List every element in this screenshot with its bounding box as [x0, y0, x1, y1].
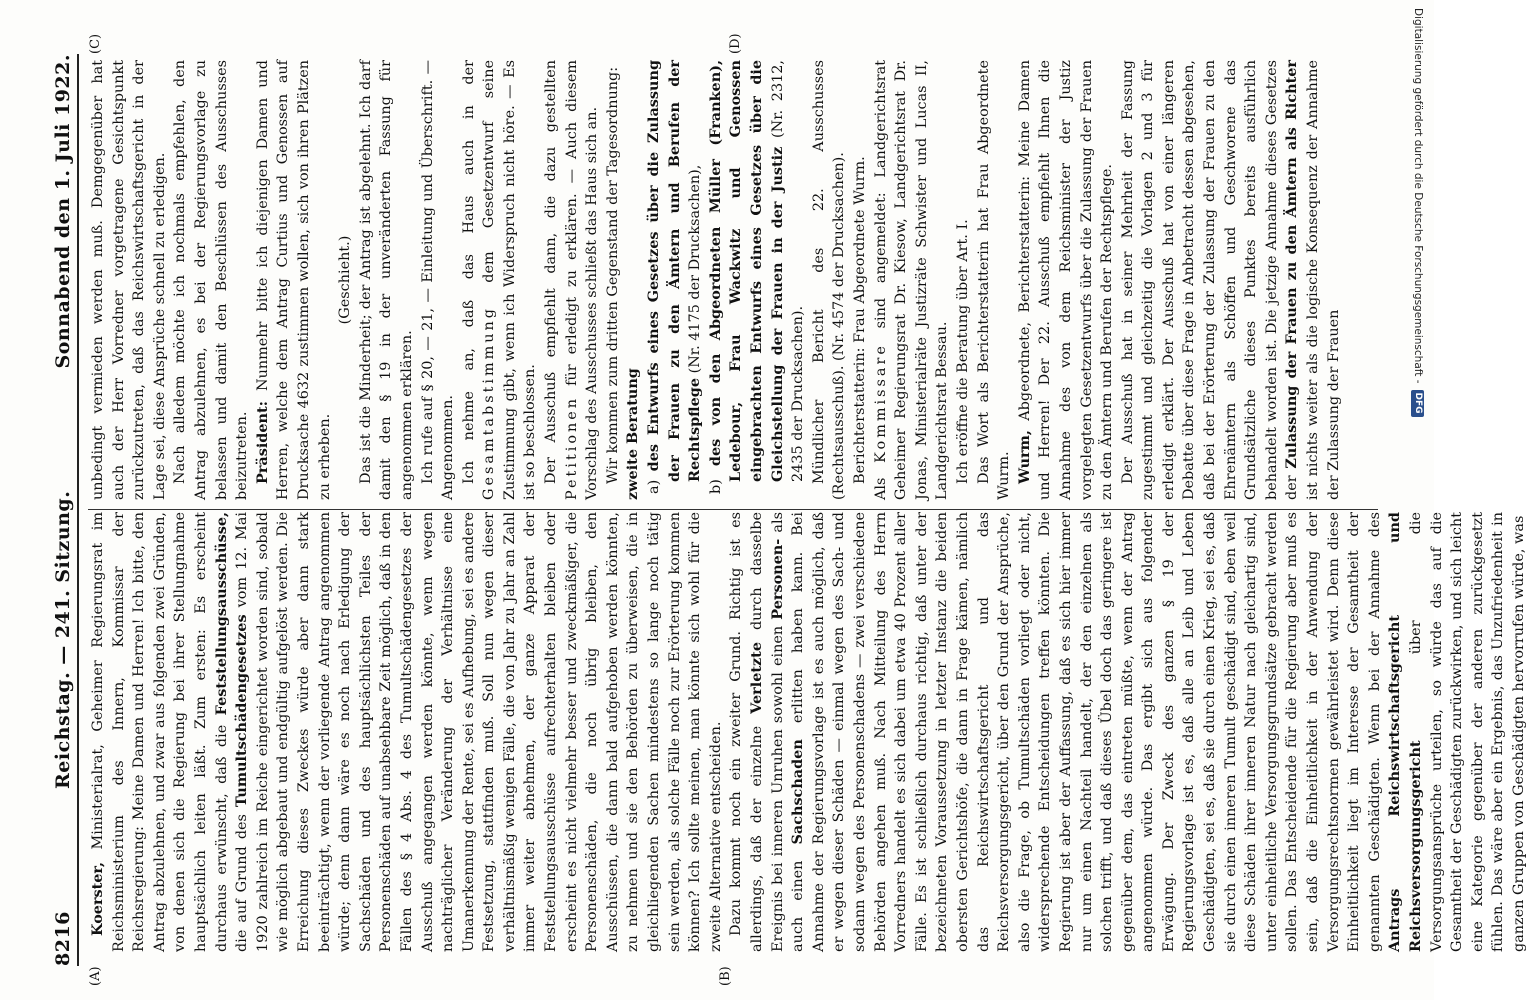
page-number: 8216: [52, 911, 74, 966]
paragraph: Präsident: Nunmehr bitte ich diejenigen Damen und Herren, welche dem Antrag Curtius und Genossen auf Drucksache 4632 zustimmen wollen, sich von ihren Plätzen zu erheben.: [253, 60, 333, 500]
right-column: [88, 60, 1388, 500]
left-column: [88, 511, 1527, 952]
speaker-name: Präsident:: [253, 401, 271, 484]
paragraph: Wurm, Abgeordnete, Berichterstatterin: Meine Damen und Herren! Der 22. Ausschuß empfiehlt Ihnen die Annahme des von dem Reichsminister der Justiz vorgelegten Gesetzentwurfs über die Zulassung der Frauen zu den Ämtern und Berufen der Rechtspflege.: [1015, 60, 1116, 500]
margin-mark-b: (B): [718, 966, 733, 986]
paragraph: Der Ausschuß hat in seiner Mehrheit der Fassung zugestimmt und gleichzeitig die Vorlagen 2 und 3 für erledigt erklärt. Der Ausschuß hat von einer längeren Debatte über diese Frage in Anbetracht dessen abgesehen, daß bei der Erörterung der Zulassung der Frauen zu den Ehrenämtern als Schöffen und Geschworene das Grundsätzliche dieses Punktes bereits ausführlich behandelt worden ist. Die jetzige Annahme dieses Gesetzes der Zulassung der Frauen zu den Ämtern als Richter ist nichts weiter als die logische Konsequenz der Annahme der Zulassung der Frauen: [1119, 60, 1342, 500]
paragraph: unbedingt vermieden werden muß. Demgegenüber hat auch der Herr Vorredner vorgetragene Gesichtspunkt zurückzutreten, daß das Reichswirtschaftsgericht in der Lage sei, diese Ansprüche schnell zu erledigen.: [90, 60, 168, 500]
margin-mark-c: (C): [88, 33, 103, 54]
agenda-heading: zweite Beratung: [624, 368, 642, 500]
dfg-logo: DFG: [1412, 390, 1425, 417]
paragraph: Berichterstatterin: Frau Abgeordnete Wurm.: [851, 156, 868, 484]
paragraph: Das ist die Minderheit; der Antrag ist abgelehnt. Ich darf damit den § 19 in der unveränderten Fassung für angenommen erklären.: [357, 60, 415, 500]
margin-mark-d: (D): [728, 33, 743, 54]
agenda-item-b: b) des von den Abgeordneten Müller (Franken), Ledebour, Frau Wackwitz und Genossen eingebrachten Entwurfs eines Gesetzes über die Gleichstellung der Frauen in der Justiz (Nr. 2312, 2435 der Drucksachen).: [706, 60, 807, 494]
stage-note: (Geschieht.): [337, 235, 354, 325]
margin-mark-a: (A): [88, 966, 103, 986]
paragraph: Das Wort als Berichterstatterin hat Frau Abgeordnete Wurm.: [975, 60, 1013, 500]
column-divider: [88, 509, 1378, 510]
running-head: [44, 54, 79, 966]
paragraph: Dazu kommt noch ein zweiter Grund. Richtig ist es allerdings, daß der einzelne Verletzte durch dasselbe Ereignis bei inneren Unruhen sowohl einen Personen- als auch einen Sachschaden erlitten haben kann. Bei Annahme der Regierungsvorlage ist es auch möglich, daß er wegen dieser Schäden — einmal wegen des Sach- und sodann wegen des Personenschadens — zwei verschiedene Behörden angehen muß. Nach Mitteilung des Herrn Vorredners handelt es sich dabei um etwa 40 Prozent aller Fälle. Es ist schließlich durchaus richtig, daß unter der bezeichneten Voraussetzung in letzter Instanz die beiden obersten Gerichtshöfe, die dann in Frage kämen, nämlich das Reichswirtschaftsgericht und das Reichsversorgungsgericht, über den Grund der Ansprüche, also die Frage, ob Tumultschäden vorliegt oder nicht, widersprechende Entscheidungen treffen könnten. Die Regierung ist aber der Auffassung, daß es sich hier immer nur um einen Nachteil handelt, der den einzelnen als solchen trifft, und daß dieses Übel doch das geringere ist gegenüber dem, das eintreten müßte, wenn der Antrag angenommen würde. Das ergibt sich aus folgender Erwägung. Der Zweck des ganzen § 19 der Regierungsvorlage ist es, daß alle an Leib und Leben Geschädigten, sei es, daß sie durch einen Krieg, sei es, daß sie durch einen inneren Tumult geschädigt sind, eben weil diese Schäden ihrer inneren Natur nach gleichartig sind, unter einheitliche Versorgungsgrundsätze gebracht werden sollen. Das Entscheidende für die Regierung aber muß es sein, daß die Einheitlichkeit in der Anwendung der Versorgungsrechtsnormen gewährleistet wird. Denn diese Einheitlichkeit liegt im Interesse der Gesamtheit der genannten Geschädigten. Wenn bei der Annahme des Antrags Reichswirtschaftsgericht und Reichsversorgungsgericht über die Versorgungsansprüche urteilen, so würde das auf die Gesamtheit der Geschädigten zurückwirken, und sich leicht eine Kategorie gegenüber der anderen zurückgesetzt fühlen. Das wäre aber ein Ergebnis, das Unzufriedenheit in ganzen Gruppen von Geschädigten hervorrufen würde, was: [728, 511, 1527, 952]
paragraph: Ich rufe auf § 20, — 21, — Einleitung und Überschrift. — Angenommen.: [419, 60, 457, 500]
paragraph: Der Ausschuß empfiehlt dann, die dazu gestellten Petitionen für erledigt zu erklären. — Auch diesem Vorschlag des Ausschusses schließt das Haus sich an.: [543, 60, 601, 500]
speaker-name: Wurm,: [1015, 430, 1033, 484]
paragraph: Ich eröffne die Beratung über Art. I.: [954, 219, 971, 484]
paragraph: Wir kommen zum dritten Gegenstand der Tagesordnung:: [604, 66, 621, 484]
paragraph: Als Kommissare sind angemeldet: Landgerichtsrat Geheimer Regierungsrat Dr. Kiesow, Landgerichtsrat Dr. Jonas, Ministerialräte Justizräte Schwister und Lucas II, Landgerichtsrat Bessau.: [872, 60, 951, 500]
paragraph: Nach alledem möchte ich nochmals empfehlen, den Antrag abzulehnen, es bei der Regierungsvorlage zu belassen und damit den Beschlüssen des Ausschusses beizutreten.: [172, 60, 251, 500]
session-title: Reichstag. — 241. Sitzung.: [52, 490, 74, 789]
credit-text: Digitalisierung gefördert durch die Deutsche Forschungsgemeinschaft -: [1412, 8, 1424, 384]
paragraph: Koerster, Ministerialrat, Geheimer Regierungsrat im Reichsministerium des Innern, Kommissar der Reichsregierung: Meine Damen und Herren! Ich bitte, den Antrag abzulehnen, und zwar aus folgenden zwei Gründen, von denen sich die Regierung bei ihrer Stellungnahme hauptsächlich leiten läßt. Zum ersten: Es erscheint durchaus erwünscht, daß die Feststellungsausschüsse, die auf Grund des Tumultschädengesetzes vom 12. Mai 1920 zahlreich im Reiche eingerichtet worden sind, sobald wie möglich abgebaut und endgültig aufgelöst werden. Die Erreichung dieses Zweckes würde aber dann stark beeinträchtigt, wenn der vorliegende Antrag angenommen würde; denn dann wäre es noch nach Erledigung der Sachschäden und des hauptsächlichsten Teiles der Personenschäden auf unabsehbare Zeit möglich, daß in den Fällen des § 4 Abs. 4 des Tumultschädengesetzes der Ausschuß angegangen werden könnte, wenn wegen nachträglicher Veränderung der Verhältnisse eine Umanerkennung der Rente, sei es Aufhebung, sei es andere Festsetzung, stattfinden muß. Soll nun wegen dieser verhältnismäßig wenigen Fälle, die von Jahr zu Jahr an Zahl immer weiter abnehmen, der ganze Apparat der Feststellungsausschüsse aufrechterhalten bleiben oder erscheint es nicht vielmehr besser und zweckmäßiger, die Personenschäden, die noch übrig bleiben, den Ausschüssen, die dann bald aufgehoben werden könnten, zu nehmen und sie den Behörden zu überweisen, die in gleichliegenden Sachen mindestens so lange noch tätig sein werden, als solche Fälle noch zur Erörterung kommen können? Ich sollte meinen, man könnte sich wohl für die zweite Alternative entscheiden.: [89, 511, 724, 952]
agenda-item-a: a) des Entwurfs eines Gesetzes über die Zulassung der Frauen zu den Ämtern und Berufen der Rechtspflege (Nr. 4175 der Drucksachen),: [645, 60, 704, 494]
speaker-name: Koerster,: [89, 862, 106, 936]
paragraph: Mündlicher Bericht des 22. Ausschusses (Rechtsausschuß). (Nr. 4574 der Drucksachen).: [810, 60, 848, 500]
digitization-credit: [1408, 8, 1432, 992]
session-date: Sonnabend den 1. Juli 1922.: [52, 54, 74, 369]
paragraph: Ich nehme an, daß das Haus auch in der Gesamtabstimmung dem Gesetzentwurf seine Zustimmung gibt, wenn ich Widerspruch nicht höre. — Es ist so beschlossen.: [460, 60, 539, 500]
